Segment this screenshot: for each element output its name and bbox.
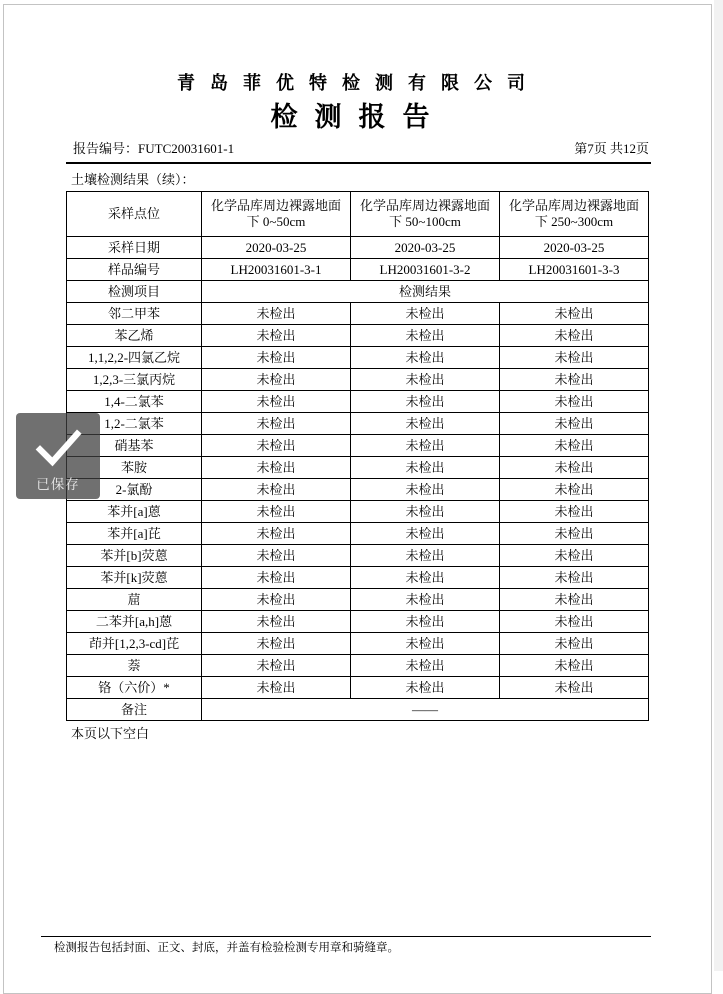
results-table <box>66 191 649 721</box>
result-cell: 未检出 <box>500 633 649 655</box>
result-cell: 未检出 <box>202 567 351 589</box>
items-body <box>67 303 649 699</box>
result-cell: 未检出 <box>202 589 351 611</box>
point-line1: 化学品库周边裸露地面 <box>359 198 490 214</box>
table-row <box>67 655 649 677</box>
item-name: 1,1,2,2-四氯乙烷 <box>67 347 202 369</box>
result-cell: 未检出 <box>202 611 351 633</box>
remark-row <box>67 699 649 721</box>
sampling-date-cell: 2020-03-25 <box>202 237 351 259</box>
remark-value-cell: —— <box>202 699 649 721</box>
table-row <box>67 501 649 523</box>
footer-divider <box>41 936 651 937</box>
blank-below-note: 本页以下空白 <box>71 726 150 741</box>
header-divider <box>66 162 651 164</box>
point-line2: 下 250~300cm <box>534 214 614 229</box>
result-cell: 未检出 <box>351 677 500 699</box>
result-cell: 未检出 <box>351 369 500 391</box>
report-meta-row <box>66 140 651 157</box>
item-name: 苯胺 <box>67 457 202 479</box>
result-cell: 未检出 <box>202 325 351 347</box>
result-cell: 未检出 <box>500 413 649 435</box>
sample-number-cell: LH20031601-3-2 <box>351 259 500 281</box>
report-number-label: 报告编号： <box>73 141 139 156</box>
report-number-value: FUTC20031601-1 <box>138 141 235 156</box>
result-cell: 未检出 <box>202 501 351 523</box>
item-name: 1,2,3-三氯丙烷 <box>67 369 202 391</box>
result-cell: 未检出 <box>202 303 351 325</box>
result-cell: 未检出 <box>202 457 351 479</box>
result-cell: 未检出 <box>202 391 351 413</box>
sample-number-cell: LH20031601-3-3 <box>500 259 649 281</box>
result-cell: 未检出 <box>202 479 351 501</box>
result-cell: 未检出 <box>500 655 649 677</box>
table-row <box>67 589 649 611</box>
result-cell: 未检出 <box>202 413 351 435</box>
report-number <box>73 140 234 157</box>
result-cell: 未检出 <box>351 347 500 369</box>
item-name: 1,4-二氯苯 <box>67 391 202 413</box>
result-cell: 未检出 <box>351 655 500 677</box>
item-name: 萘 <box>67 655 202 677</box>
point-line2: 下 0~50cm <box>246 214 306 229</box>
table-row <box>67 347 649 369</box>
item-name: 苯并[b]荧蒽 <box>67 545 202 567</box>
scrollbar-track[interactable] <box>714 0 723 971</box>
result-cell: 未检出 <box>202 523 351 545</box>
result-cell: 未检出 <box>351 545 500 567</box>
sampling-point-cell <box>351 192 500 237</box>
row-header-point: 采样点位 <box>67 192 202 237</box>
result-cell: 未检出 <box>351 523 500 545</box>
result-cell: 未检出 <box>500 303 649 325</box>
item-name: 苯并[k]荧蒽 <box>67 567 202 589</box>
item-name: 铬（六价）* <box>67 677 202 699</box>
table-row <box>67 611 649 633</box>
table-row <box>67 391 649 413</box>
result-cell: 未检出 <box>500 677 649 699</box>
remark-body <box>67 699 649 721</box>
table-row <box>67 413 649 435</box>
row-header-item: 检测项目 <box>67 281 202 303</box>
item-name: 二苯并[a,h]蒽 <box>67 611 202 633</box>
row-header-date: 采样日期 <box>67 237 202 259</box>
item-name: 苯并[a]芘 <box>67 523 202 545</box>
point-line1: 化学品库周边裸露地面 <box>508 198 639 214</box>
result-cell: 未检出 <box>351 325 500 347</box>
sampling-point-cell <box>500 192 649 237</box>
section-title: 土壤检测结果（续）： <box>71 172 195 187</box>
table-row <box>67 523 649 545</box>
result-cell: 未检出 <box>500 325 649 347</box>
result-cell: 未检出 <box>500 479 649 501</box>
result-cell: 未检出 <box>351 611 500 633</box>
result-cell: 未检出 <box>500 523 649 545</box>
sampling-point-cell <box>202 192 351 237</box>
sampling-date-cell: 2020-03-25 <box>351 237 500 259</box>
result-header-cell: 检测结果 <box>202 281 649 303</box>
item-name: 邻二甲苯 <box>67 303 202 325</box>
item-name: 2-氯酚 <box>67 479 202 501</box>
document-page <box>3 4 712 994</box>
result-cell: 未检出 <box>500 501 649 523</box>
result-cell: 未检出 <box>202 435 351 457</box>
result-cell: 未检出 <box>202 347 351 369</box>
item-name: 茚并[1,2,3-cd]芘 <box>67 633 202 655</box>
page-footer <box>41 936 651 956</box>
item-name: 苯乙烯 <box>67 325 202 347</box>
result-cell: 未检出 <box>500 611 649 633</box>
result-cell: 未检出 <box>500 589 649 611</box>
result-cell: 未检出 <box>351 479 500 501</box>
table-row <box>67 435 649 457</box>
result-cell: 未检出 <box>202 545 351 567</box>
company-name: 青岛菲优特检测有限公司 <box>177 73 540 93</box>
item-name: 苯并[a]蒽 <box>67 501 202 523</box>
table-row <box>67 369 649 391</box>
item-result-header-row <box>67 281 649 303</box>
report-content <box>66 5 651 742</box>
table-row <box>67 303 649 325</box>
result-cell: 未检出 <box>202 655 351 677</box>
result-cell: 未检出 <box>351 457 500 479</box>
sample-number-cell: LH20031601-3-1 <box>202 259 351 281</box>
result-cell: 未检出 <box>500 435 649 457</box>
table-row <box>67 567 649 589</box>
result-cell: 未检出 <box>500 545 649 567</box>
point-line2: 下 50~100cm <box>389 214 461 229</box>
table-row <box>67 479 649 501</box>
row-header-remark: 备注 <box>67 699 202 721</box>
sampling-date-cell: 2020-03-25 <box>500 237 649 259</box>
item-name: 䓛 <box>67 589 202 611</box>
point-line1: 化学品库周边裸露地面 <box>210 198 341 214</box>
page-indicator: 第7页 共12页 <box>574 141 649 156</box>
result-cell: 未检出 <box>202 677 351 699</box>
result-cell: 未检出 <box>351 589 500 611</box>
result-cell: 未检出 <box>500 391 649 413</box>
sample-number-row <box>67 259 649 281</box>
result-cell: 未检出 <box>351 567 500 589</box>
header-rows <box>67 192 649 303</box>
result-cell: 未检出 <box>500 567 649 589</box>
item-name: 硝基苯 <box>67 435 202 457</box>
result-cell: 未检出 <box>351 303 500 325</box>
saved-toast <box>16 413 100 499</box>
sampling-date-row <box>67 237 649 259</box>
result-cell: 未检出 <box>500 347 649 369</box>
result-cell: 未检出 <box>351 633 500 655</box>
report-title: 检测报告 <box>270 102 447 132</box>
result-cell: 未检出 <box>202 633 351 655</box>
result-cell: 未检出 <box>351 391 500 413</box>
result-cell: 未检出 <box>351 413 500 435</box>
table-row <box>67 325 649 347</box>
result-cell: 未检出 <box>202 369 351 391</box>
saved-toast-label: 已保存 <box>36 477 80 492</box>
table-row <box>67 633 649 655</box>
result-cell: 未检出 <box>351 501 500 523</box>
table-row <box>67 677 649 699</box>
result-cell: 未检出 <box>500 369 649 391</box>
checkmark-icon <box>30 426 86 468</box>
result-cell: 未检出 <box>500 457 649 479</box>
table-row <box>67 545 649 567</box>
row-header-sample: 样品编号 <box>67 259 202 281</box>
item-name: 1,2-二氯苯 <box>67 413 202 435</box>
result-cell: 未检出 <box>351 435 500 457</box>
table-row <box>67 457 649 479</box>
footer-note: 检测报告包括封面、正文、封底，并盖有检验检测专用章和骑缝章。 <box>54 942 399 954</box>
sampling-point-row <box>67 192 649 237</box>
